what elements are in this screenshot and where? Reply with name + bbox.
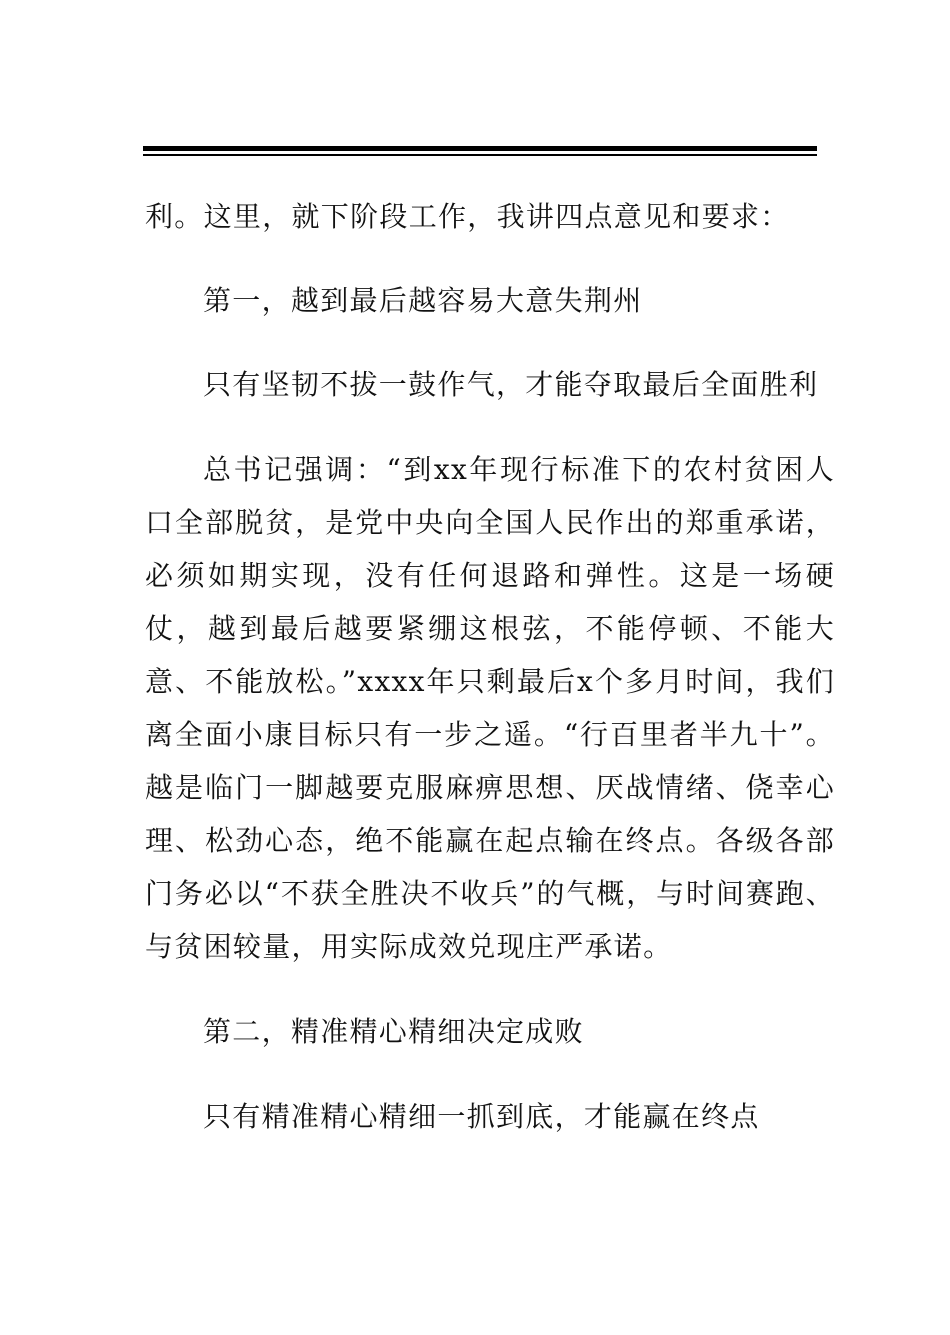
- header-rule-thin: [143, 154, 817, 156]
- section-subheading-1: 只有坚韧不拔一鼓作气，才能夺取最后全面胜利: [203, 368, 819, 401]
- header-rule-thick: [143, 146, 817, 151]
- paragraph-continuation: 利。这里，就下阶段工作，我讲四点意见和要求：: [145, 200, 790, 233]
- body-paragraph: 总书记强调：“到xx年现行标准下的农村贫困人口全部脱贫，是党中央向全国人民作出的郑重承诺，必须如期实现，没有任何退路和弹性。这是一场硬仗，越到最后越要紧绷这根弦，不能停顿、不能大意、不能放松。”xxxx年只剩最后x个多月时间，我们离全面小康目标只有一步之遥。“行百里者半九十”。越是临门一脚越要克服麻痹思想、厌战情绪、侥幸心理、松劲心态，绝不能赢在起点输在终点。各级各部门务必以“不获全胜决不收兵”的气概，与时间赛跑、与贫困较量，用实际成效兑现庄严承诺。: [145, 453, 835, 963]
- document-body: [145, 190, 835, 1143]
- section-heading-2: 第二，精准精心精细决定成败: [203, 1015, 584, 1048]
- section-heading-1: 第一，越到最后越容易大意失荆州: [203, 284, 643, 317]
- section-subheading-2: 只有精准精心精细一抓到底，才能赢在终点: [203, 1100, 760, 1133]
